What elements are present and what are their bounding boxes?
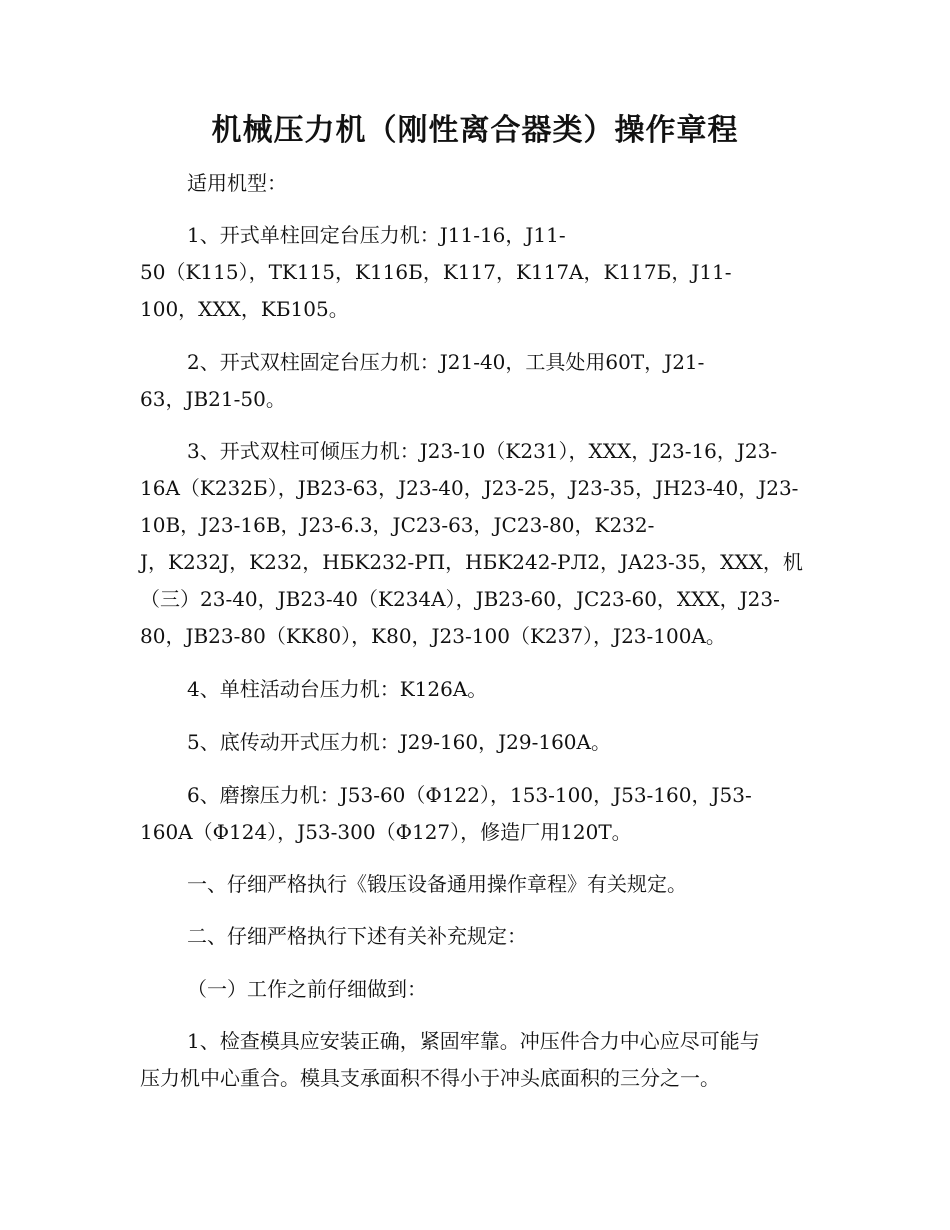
paragraph-line: （三）23-40，JB23-40（K234A），JB23-60，JC23-60，XXX，J23- xyxy=(140,587,780,611)
paragraph-check-item-1 xyxy=(140,1023,808,1097)
paragraph-line: （一）工作之前仔细做到： xyxy=(187,977,427,1001)
paragraph-applicable-models xyxy=(140,165,808,202)
paragraph-model-group-2 xyxy=(140,344,808,418)
paragraph-line: 压力机中心重合。模具支承面积不得小于冲头底面积的三分之一。 xyxy=(140,1066,720,1090)
paragraph-model-group-6 xyxy=(140,777,808,851)
paragraph-line: 5、底传动开式压力机：J29-160，J29-160A。 xyxy=(187,730,611,754)
paragraph-line: 3、开式双柱可倾压力机：J23-10（K231），XXX，J23-16，J23- xyxy=(187,439,778,463)
paragraph-line: 10B，J23-16B，J23-6.3，JC23-63，JC23-80，K232- xyxy=(140,513,655,537)
paragraph-rule-1 xyxy=(140,866,808,903)
paragraph-line: 二、仔细严格执行下述有关补充规定： xyxy=(187,924,527,948)
paragraph-line: 63，JB21-50。 xyxy=(140,387,286,411)
paragraph-line: J，K232J，K232，НБK232-РП，НБK242-РЛ2，JA23-35，XXX，机 xyxy=(140,550,803,574)
paragraph-model-group-1 xyxy=(140,217,808,328)
paragraph-line: 适用机型： xyxy=(187,171,287,195)
paragraph-model-group-4 xyxy=(140,671,808,708)
paragraph-line: 4、单柱活动台压力机：K126A。 xyxy=(187,677,488,701)
paragraph-line: 16A（K232Б），JB23-63，J23-40，J23-25，J23-35，JH23-40，J23- xyxy=(140,476,799,500)
paragraph-line: 1、检查模具应安装正确，紧固牢靠。冲压件合力中心应尽可能与 xyxy=(187,1029,760,1053)
paragraph-line: 6、磨擦压力机：J53-60（Φ122），153-100，J53-160，J53- xyxy=(187,783,752,807)
paragraph-rule-2 xyxy=(140,918,808,955)
paragraph-line: 100，XXX，KБ105。 xyxy=(140,297,349,321)
paragraph-line: 160A（Φ124），J53-300（Φ127），修造厂用120T。 xyxy=(140,820,632,844)
paragraph-line: 2、开式双柱固定台压力机：J21-40，工具处用60T，J21- xyxy=(187,350,705,374)
paragraph-line: 一、仔细严格执行《锻压设备通用操作章程》有关规定。 xyxy=(187,872,687,896)
paragraph-line: 50（K115），TK115，K116Б，K117，K117A，K117Б，J11- xyxy=(140,260,732,284)
paragraph-model-group-3 xyxy=(140,433,808,655)
document-title: 机械压力机（刚性离合器类）操作章程 xyxy=(211,113,739,148)
paragraph-model-group-5 xyxy=(140,724,808,761)
paragraph-line: 80，JB23-80（KK80），K80，J23-100（K237），J23-100A。 xyxy=(140,624,726,648)
paragraph-subsection-1 xyxy=(140,971,808,1008)
paragraph-line: 1、开式单柱回定台压力机：J11-16，J11- xyxy=(187,223,566,247)
